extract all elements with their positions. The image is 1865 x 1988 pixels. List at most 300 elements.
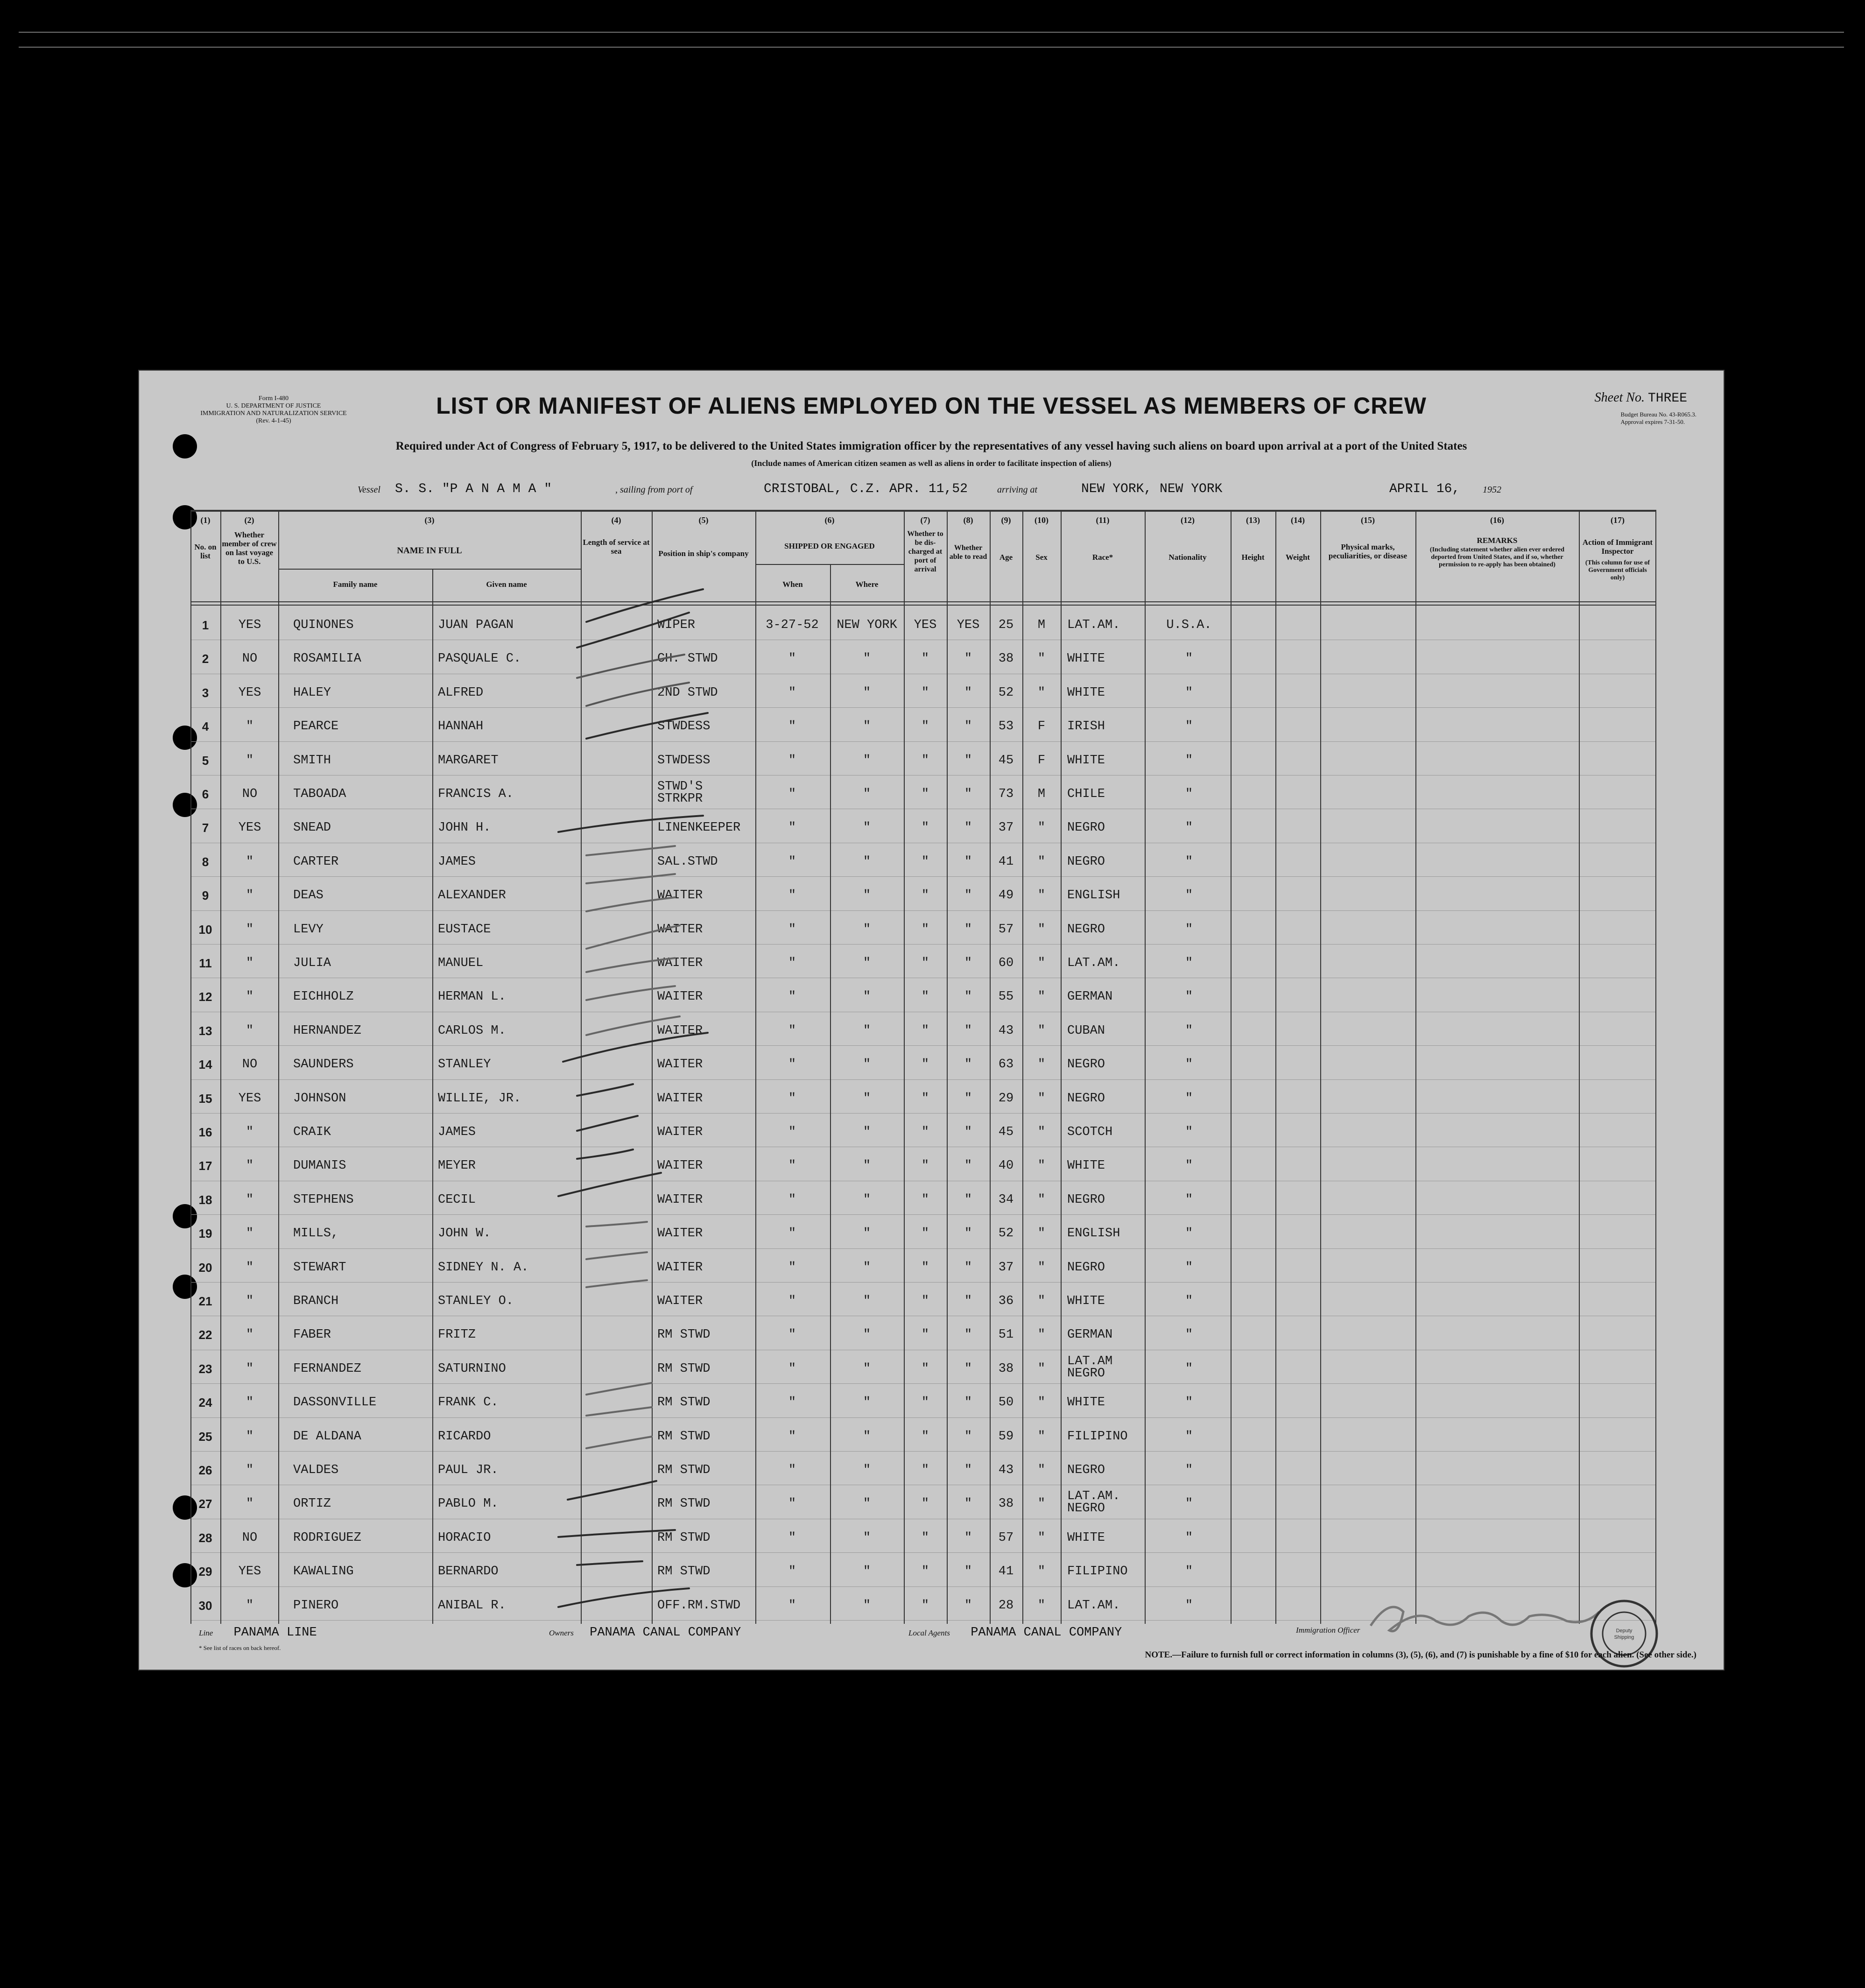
cell-sex: F bbox=[1037, 753, 1046, 768]
header-name-in-full: NAME IN FULL bbox=[397, 546, 462, 556]
cell-read: " bbox=[964, 1294, 972, 1308]
footer-line bbox=[199, 1626, 317, 1640]
cell-no: 28 bbox=[198, 1530, 212, 1545]
cell-member: " bbox=[246, 1598, 254, 1613]
row-rule bbox=[190, 1282, 1656, 1283]
cell-discharged: " bbox=[921, 1463, 929, 1477]
column-divider bbox=[190, 510, 191, 1624]
cell-age: 41 bbox=[998, 1565, 1014, 1579]
cell-no: 10 bbox=[198, 922, 212, 937]
cell-when: " bbox=[788, 1463, 796, 1477]
cell-family: DE ALDANA bbox=[293, 1429, 361, 1444]
column-divider bbox=[1145, 510, 1146, 1624]
cell-when: " bbox=[788, 652, 796, 666]
cell-when: " bbox=[788, 1023, 796, 1038]
cell-age: 73 bbox=[998, 787, 1014, 801]
cell-when: " bbox=[788, 1091, 796, 1106]
cell-member: " bbox=[246, 719, 254, 734]
cell-age: 37 bbox=[998, 821, 1014, 835]
cell-position: WAITER bbox=[657, 1091, 703, 1106]
header-length-service: Length of service at sea bbox=[583, 538, 650, 556]
cell-member: " bbox=[246, 1463, 254, 1477]
cell-read: " bbox=[964, 821, 972, 835]
cell-family: BRANCH bbox=[293, 1294, 339, 1308]
cell-race: WHITE bbox=[1067, 652, 1105, 666]
cell-read: " bbox=[964, 1091, 972, 1106]
cell-read: " bbox=[964, 1125, 972, 1139]
row-rule bbox=[190, 1214, 1656, 1215]
column-divider bbox=[830, 564, 831, 1624]
cell-given: STANLEY O. bbox=[438, 1294, 514, 1308]
cell-given: STANLEY bbox=[438, 1057, 491, 1072]
cell-where: " bbox=[863, 1598, 871, 1613]
cell-given: PAUL JR. bbox=[438, 1463, 499, 1477]
header-given-name: Given name bbox=[486, 580, 527, 589]
cell-given: JAMES bbox=[438, 854, 476, 869]
cell-race: FILIPINO bbox=[1067, 1565, 1128, 1579]
column-divider bbox=[904, 510, 905, 1624]
cell-no: 1 bbox=[202, 618, 209, 632]
cell-when: " bbox=[788, 1192, 796, 1207]
sheet-number bbox=[1595, 390, 1687, 406]
cell-where: " bbox=[863, 1463, 871, 1477]
cell-given: SIDNEY N. A. bbox=[438, 1260, 529, 1275]
cell-read: " bbox=[964, 1429, 972, 1444]
cell-given: ALFRED bbox=[438, 685, 484, 700]
cell-sex: " bbox=[1037, 1091, 1046, 1106]
cell-family: KAWALING bbox=[293, 1565, 354, 1579]
cell-position: WAITER bbox=[657, 1260, 703, 1275]
cell-position: RM STWD bbox=[657, 1328, 711, 1342]
cell-family: DASSONVILLE bbox=[293, 1396, 377, 1410]
cell-no: 12 bbox=[198, 990, 212, 1004]
cell-no: 7 bbox=[202, 821, 209, 835]
cell-nationality: " bbox=[1185, 719, 1193, 734]
cell-read: " bbox=[964, 1227, 972, 1241]
cell-member: NO bbox=[242, 1057, 258, 1072]
cell-family: FERNANDEZ bbox=[293, 1361, 361, 1376]
agents-label: Local Agents bbox=[908, 1628, 950, 1637]
cell-read: " bbox=[964, 1057, 972, 1072]
cell-when: " bbox=[788, 1497, 796, 1511]
cell-race: FILIPINO bbox=[1067, 1429, 1128, 1444]
cell-where: " bbox=[863, 1023, 871, 1038]
cell-family: RODRIGUEZ bbox=[293, 1530, 361, 1545]
col-num: (17) bbox=[1611, 515, 1625, 525]
cell-sex: " bbox=[1037, 922, 1046, 937]
cell-given: HORACIO bbox=[438, 1530, 491, 1545]
column-divider bbox=[432, 569, 433, 1624]
cell-read: " bbox=[964, 1159, 972, 1173]
cell-when: " bbox=[788, 821, 796, 835]
column-divider bbox=[1231, 510, 1232, 1624]
cell-position: STWDESS bbox=[657, 753, 711, 768]
cell-read: " bbox=[964, 1260, 972, 1275]
cell-nationality: " bbox=[1185, 854, 1193, 869]
cell-given: ALEXANDER bbox=[438, 888, 506, 903]
cell-where: " bbox=[863, 685, 871, 700]
cell-sex: " bbox=[1037, 652, 1046, 666]
cell-when: " bbox=[788, 787, 796, 801]
row-rule bbox=[190, 1552, 1656, 1553]
cell-sex: " bbox=[1037, 1023, 1046, 1038]
cell-race: NEGRO bbox=[1067, 922, 1105, 937]
cell-where: " bbox=[863, 753, 871, 768]
cell-nationality: " bbox=[1185, 787, 1193, 801]
cell-family: SMITH bbox=[293, 753, 331, 768]
row-rule bbox=[190, 1383, 1656, 1384]
col-num: (8) bbox=[963, 515, 973, 525]
cell-nationality: " bbox=[1185, 956, 1193, 970]
cell-member: " bbox=[246, 1294, 254, 1308]
cell-discharged: " bbox=[921, 1328, 929, 1342]
cell-age: 60 bbox=[998, 956, 1014, 970]
cell-member: YES bbox=[238, 821, 261, 835]
cell-read: " bbox=[964, 652, 972, 666]
penalty-note: NOTE.—Failure to furnish full or correct information in columns (3), (5), (6), and (7) is punishable by a fine of $10 for each alien. (See other side.) bbox=[1145, 1650, 1696, 1660]
cell-member: " bbox=[246, 1260, 254, 1275]
column-divider bbox=[1655, 510, 1656, 1624]
cell-position: OFF.RM.STWD bbox=[657, 1598, 741, 1613]
cell-family: PINERO bbox=[293, 1598, 339, 1613]
arrival-year: 1952 bbox=[1483, 485, 1501, 495]
header-discharged: Whether to be dis-charged at port of arrival bbox=[907, 530, 943, 573]
cell-family: DUMANIS bbox=[293, 1159, 346, 1173]
cell-no: 23 bbox=[198, 1361, 212, 1376]
cell-age: 49 bbox=[998, 888, 1014, 903]
footer-officer bbox=[1296, 1626, 1360, 1635]
cell-when: " bbox=[788, 888, 796, 903]
cell-no: 26 bbox=[198, 1463, 212, 1477]
cell-no: 4 bbox=[202, 719, 209, 734]
cell-where: " bbox=[863, 1294, 871, 1308]
cell-member: " bbox=[246, 1396, 254, 1410]
cell-sex: " bbox=[1037, 1429, 1046, 1444]
cell-race: NEGRO bbox=[1067, 854, 1105, 869]
cell-family: STEWART bbox=[293, 1260, 346, 1275]
cell-race: ENGLISH bbox=[1067, 1227, 1120, 1241]
cell-nationality: " bbox=[1185, 685, 1193, 700]
cell-position: WAITER bbox=[657, 956, 703, 970]
cell-read: " bbox=[964, 1023, 972, 1038]
cell-nationality: " bbox=[1185, 1023, 1193, 1038]
cell-position: 2ND STWD bbox=[657, 685, 718, 700]
cell-when: " bbox=[788, 922, 796, 937]
cell-position: RM STWD bbox=[657, 1396, 711, 1410]
cell-where: " bbox=[863, 821, 871, 835]
cell-age: 41 bbox=[998, 854, 1014, 869]
column-divider bbox=[278, 510, 279, 1624]
cell-position: WAITER bbox=[657, 1125, 703, 1139]
cell-member: NO bbox=[242, 1530, 258, 1545]
cell-no: 30 bbox=[198, 1598, 212, 1613]
cell-given: EUSTACE bbox=[438, 922, 491, 937]
cell-when: " bbox=[788, 1260, 796, 1275]
header-family-name: Family name bbox=[333, 580, 378, 589]
column-divider bbox=[581, 510, 582, 1624]
header-action-inspector: Action of Immigrant Inspector bbox=[1582, 538, 1653, 556]
cell-family: JOHNSON bbox=[293, 1091, 346, 1106]
cell-member: " bbox=[246, 1125, 254, 1139]
cell-sex: " bbox=[1037, 1125, 1046, 1139]
cell-family: VALDES bbox=[293, 1463, 339, 1477]
cell-nationality: " bbox=[1185, 1091, 1193, 1106]
cell-sex: " bbox=[1037, 888, 1046, 903]
cell-position: WAITER bbox=[657, 1159, 703, 1173]
vessel-label: Vessel bbox=[358, 485, 380, 495]
cell-race: CHILE bbox=[1067, 787, 1105, 801]
col-num: (7) bbox=[920, 515, 930, 525]
col-num: (2) bbox=[244, 515, 254, 525]
col-num: (14) bbox=[1291, 515, 1305, 525]
cell-discharged: " bbox=[921, 1192, 929, 1207]
header-age: Age bbox=[999, 553, 1013, 562]
cell-member: " bbox=[246, 1361, 254, 1376]
cell-given: MANUEL bbox=[438, 956, 484, 970]
cell-nationality: " bbox=[1185, 1294, 1193, 1308]
cell-age: 57 bbox=[998, 922, 1014, 937]
footer-owners bbox=[549, 1626, 741, 1640]
cell-nationality: " bbox=[1185, 990, 1193, 1004]
cell-race: WHITE bbox=[1067, 685, 1105, 700]
header-physical-marks: Physical marks, peculiarities, or disease bbox=[1328, 543, 1408, 560]
cell-sex: M bbox=[1037, 618, 1046, 632]
cell-where: " bbox=[863, 787, 871, 801]
cell-age: 52 bbox=[998, 685, 1014, 700]
cell-read: " bbox=[964, 1396, 972, 1410]
cell-age: 37 bbox=[998, 1260, 1014, 1275]
cell-discharged: " bbox=[921, 1530, 929, 1545]
cell-discharged: " bbox=[921, 1227, 929, 1241]
cell-age: 29 bbox=[998, 1091, 1014, 1106]
cell-race: NEGRO bbox=[1067, 1192, 1105, 1207]
cell-race: LAT.AM. bbox=[1067, 1598, 1120, 1613]
cell-where: " bbox=[863, 1565, 871, 1579]
cell-discharged: " bbox=[921, 1023, 929, 1038]
cell-race: NEGRO bbox=[1067, 821, 1105, 835]
cell-sex: " bbox=[1037, 956, 1046, 970]
cell-when: " bbox=[788, 719, 796, 734]
cell-sex: " bbox=[1037, 1598, 1046, 1613]
cell-read: " bbox=[964, 1598, 972, 1613]
cell-given: JUAN PAGAN bbox=[438, 618, 514, 632]
cell-race: NEGRO bbox=[1067, 1463, 1105, 1477]
cell-when: " bbox=[788, 1057, 796, 1072]
header-remarks-note: (Including statement whether alien ever ordered deported from United States, and if so, whether permission to re-apply has been obtained) bbox=[1429, 546, 1565, 568]
revision: (Rev. 4-1-45) bbox=[256, 417, 291, 424]
cell-family: EICHHOLZ bbox=[293, 990, 354, 1004]
header-race: Race* bbox=[1092, 553, 1113, 562]
cell-age: 40 bbox=[998, 1159, 1014, 1173]
cell-nationality: " bbox=[1185, 1227, 1193, 1241]
cell-discharged: " bbox=[921, 821, 929, 835]
cell-no: 2 bbox=[202, 652, 209, 666]
cell-member: " bbox=[246, 1328, 254, 1342]
cell-discharged: " bbox=[921, 1091, 929, 1106]
cell-no: 13 bbox=[198, 1023, 212, 1038]
cell-when: " bbox=[788, 1565, 796, 1579]
cell-given: JAMES bbox=[438, 1125, 476, 1139]
cell-discharged: " bbox=[921, 888, 929, 903]
cell-race: WHITE bbox=[1067, 1396, 1105, 1410]
cell-given: ANIBAL R. bbox=[438, 1598, 506, 1613]
cell-family: PEARCE bbox=[293, 719, 339, 734]
header-action-note: (This column for use of Government officials only) bbox=[1585, 559, 1650, 581]
row-rule bbox=[190, 1113, 1656, 1114]
cell-no: 16 bbox=[198, 1125, 212, 1139]
cell-where: " bbox=[863, 1260, 871, 1275]
cell-family: LEVY bbox=[293, 922, 324, 937]
cell-nationality: " bbox=[1185, 753, 1193, 768]
cell-when: " bbox=[788, 1598, 796, 1613]
cell-age: 36 bbox=[998, 1294, 1014, 1308]
cell-nationality: " bbox=[1185, 1565, 1193, 1579]
subtitle: Required under Act of Congress of February 5, 1917, to be delivered to the United States immigration officer by the representatives of any vessel having such aliens on board upon arrival at a port of the United States bbox=[395, 440, 1467, 452]
cell-given: RICARDO bbox=[438, 1429, 491, 1444]
cell-no: 11 bbox=[199, 956, 212, 970]
cell-nationality: " bbox=[1185, 1530, 1193, 1545]
cell-race: GERMAN bbox=[1067, 990, 1113, 1004]
cell-when: " bbox=[788, 854, 796, 869]
cell-read: " bbox=[964, 956, 972, 970]
cell-nationality: " bbox=[1185, 1396, 1193, 1410]
cell-nationality: " bbox=[1185, 1429, 1193, 1444]
sheet-value: THREE bbox=[1647, 391, 1687, 406]
cell-no: 3 bbox=[202, 685, 209, 700]
cell-no: 27 bbox=[198, 1497, 212, 1511]
col-num: (3) bbox=[424, 515, 435, 525]
cell-when: " bbox=[788, 1328, 796, 1342]
header-bottom-border bbox=[190, 601, 1656, 602]
col-num: (10) bbox=[1035, 515, 1049, 525]
cell-discharged: " bbox=[921, 956, 929, 970]
column-divider bbox=[1415, 510, 1416, 1624]
cell-read: " bbox=[964, 1463, 972, 1477]
cell-age: 45 bbox=[998, 1125, 1014, 1139]
cell-nationality: " bbox=[1185, 821, 1193, 835]
cell-when: " bbox=[788, 1125, 796, 1139]
cell-sex: " bbox=[1037, 1192, 1046, 1207]
cell-sex: " bbox=[1037, 1159, 1046, 1173]
cell-when: " bbox=[788, 990, 796, 1004]
cell-sex: " bbox=[1037, 1057, 1046, 1072]
cell-nationality: " bbox=[1185, 1125, 1193, 1139]
cell-sex: " bbox=[1037, 1328, 1046, 1342]
cell-when: " bbox=[788, 1227, 796, 1241]
cell-position: RM STWD bbox=[657, 1463, 711, 1477]
cell-member: YES bbox=[238, 1091, 261, 1106]
cell-nationality: " bbox=[1185, 652, 1193, 666]
cell-read: " bbox=[964, 753, 972, 768]
cell-sex: " bbox=[1037, 1463, 1046, 1477]
cell-discharged: " bbox=[921, 1598, 929, 1613]
crew-table bbox=[190, 510, 1656, 1624]
row-rule bbox=[190, 1248, 1656, 1249]
cell-family: JULIA bbox=[293, 956, 331, 970]
cell-member: " bbox=[246, 922, 254, 937]
arriving-label: arriving at bbox=[997, 485, 1038, 495]
cell-when: " bbox=[788, 1294, 796, 1308]
cell-age: 38 bbox=[998, 652, 1014, 666]
cell-given: HANNAH bbox=[438, 719, 484, 734]
header-weight: Weight bbox=[1286, 553, 1310, 562]
cell-where: " bbox=[863, 1530, 871, 1545]
cell-race: WHITE bbox=[1067, 1159, 1105, 1173]
cell-given: MEYER bbox=[438, 1159, 476, 1173]
cell-member: " bbox=[246, 1429, 254, 1444]
cell-no: 8 bbox=[202, 854, 209, 869]
cell-age: 52 bbox=[998, 1227, 1014, 1241]
cell-family: ROSAMILIA bbox=[293, 652, 361, 666]
cell-position: RM STWD bbox=[657, 1361, 711, 1376]
col-num: (4) bbox=[611, 515, 621, 525]
cell-family: CARTER bbox=[293, 854, 339, 869]
owners-value: PANAMA CANAL COMPANY bbox=[590, 1626, 741, 1640]
cell-member: NO bbox=[242, 652, 258, 666]
col-num: (16) bbox=[1490, 515, 1504, 525]
manifest-sheet bbox=[138, 370, 1724, 1671]
column-divider bbox=[1275, 510, 1276, 1624]
cell-where: " bbox=[863, 990, 871, 1004]
column-divider bbox=[755, 510, 756, 1624]
cell-where: " bbox=[863, 1396, 871, 1410]
cell-where: " bbox=[863, 1125, 871, 1139]
cell-given: BERNARDO bbox=[438, 1565, 499, 1579]
cell-sex: " bbox=[1037, 1497, 1046, 1511]
cell-when: " bbox=[788, 1396, 796, 1410]
cell-read: " bbox=[964, 854, 972, 869]
cell-discharged: " bbox=[921, 1396, 929, 1410]
column-divider bbox=[947, 510, 948, 1624]
cell-read: " bbox=[964, 1497, 972, 1511]
cell-sex: " bbox=[1037, 854, 1046, 869]
cell-when: " bbox=[788, 956, 796, 970]
cell-discharged: " bbox=[921, 922, 929, 937]
svg-text:Shipping: Shipping bbox=[1614, 1635, 1634, 1640]
cell-where: " bbox=[863, 1057, 871, 1072]
subtitle-note: (Include names of American citizen seamen as well as aliens in order to facilitate inspection of aliens) bbox=[751, 458, 1112, 468]
cell-no: 14 bbox=[198, 1057, 212, 1072]
cell-read: " bbox=[964, 719, 972, 734]
cell-age: 57 bbox=[998, 1530, 1014, 1545]
cell-nationality: " bbox=[1185, 888, 1193, 903]
cell-race: SCOTCH bbox=[1067, 1125, 1113, 1139]
cell-position: RM STWD bbox=[657, 1530, 711, 1545]
col-num: (12) bbox=[1181, 515, 1195, 525]
cell-read: " bbox=[964, 1192, 972, 1207]
cell-age: 51 bbox=[998, 1328, 1014, 1342]
cell-member: NO bbox=[242, 787, 258, 801]
cell-age: 45 bbox=[998, 753, 1014, 768]
cell-position: WIPER bbox=[657, 618, 696, 632]
owners-label: Owners bbox=[549, 1628, 574, 1637]
cell-sex: " bbox=[1037, 1361, 1046, 1376]
cell-no: 20 bbox=[198, 1260, 212, 1275]
cell-race: NEGRO bbox=[1067, 1091, 1105, 1106]
cell-discharged: " bbox=[921, 685, 929, 700]
film-edge-top bbox=[19, 32, 1844, 33]
cell-position: WAITER bbox=[657, 1227, 703, 1241]
cell-race: CUBAN bbox=[1067, 1023, 1105, 1038]
cell-nationality: " bbox=[1185, 1361, 1193, 1376]
cell-nationality: " bbox=[1185, 1192, 1193, 1207]
col-num: (11) bbox=[1096, 515, 1110, 525]
vessel-name: S. S. "P A N A M A " bbox=[395, 482, 552, 496]
cell-race: GERMAN bbox=[1067, 1328, 1113, 1342]
agents-value: PANAMA CANAL COMPANY bbox=[971, 1626, 1122, 1640]
cell-position: RM STWD bbox=[657, 1497, 711, 1511]
row-rule bbox=[190, 1451, 1656, 1452]
